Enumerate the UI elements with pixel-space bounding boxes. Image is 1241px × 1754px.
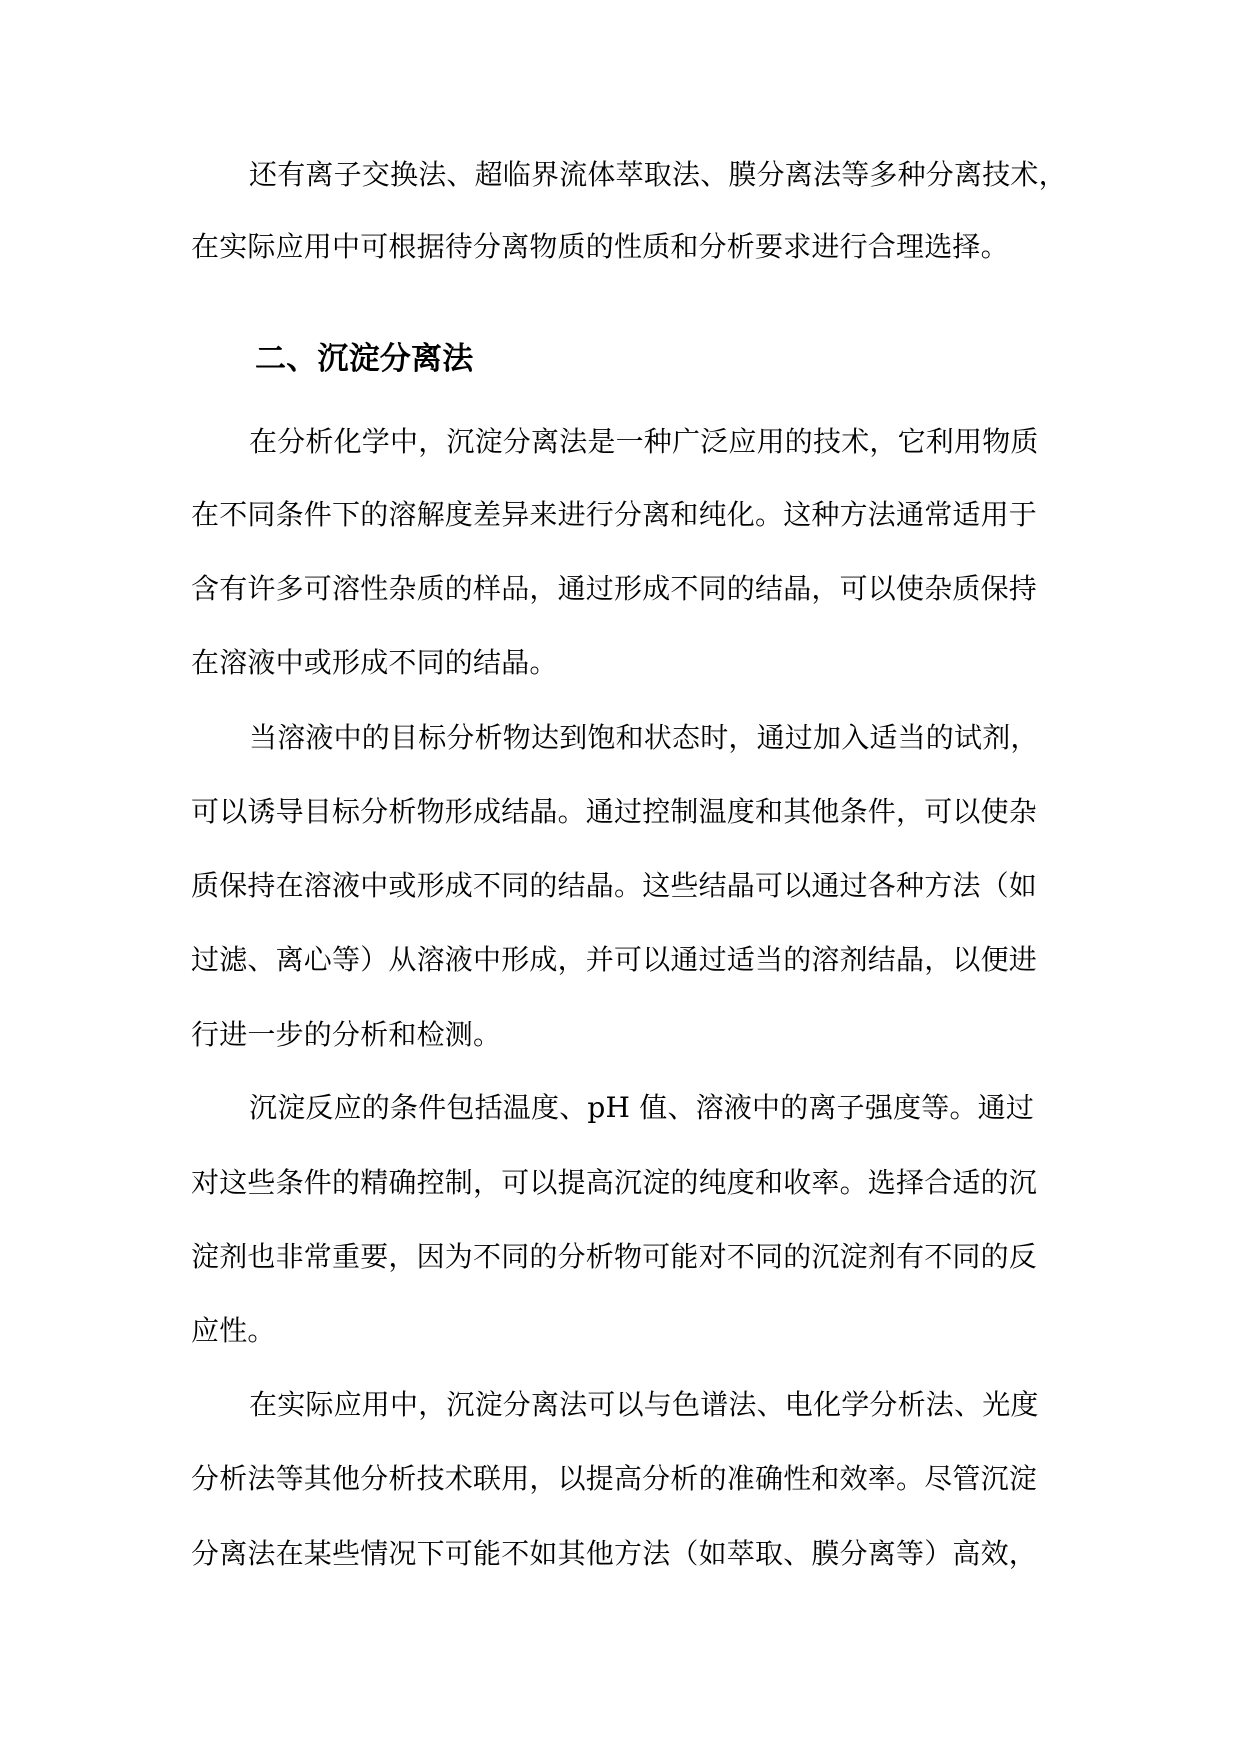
intro-paragraph-line: 在实际应用中可根据待分离物质的性质和分析要求进行合理选择。 — [191, 230, 1009, 263]
paragraph-line: 分离法在某些情况下可能不如其他方法（如萃取、膜分离等）高效， — [191, 1537, 1038, 1570]
paragraph-line: 含有许多可溶性杂质的样品，通过形成不同的结晶，可以使杂质保持 — [191, 572, 1038, 605]
paragraph-line: 当溶液中的目标分析物达到饱和状态时，通过加入适当的试剂， — [249, 721, 1039, 754]
paragraph-line: 质保持在溶液中或形成不同的结晶。这些结晶可以通过各种方法（如 — [191, 869, 1038, 902]
intro-paragraph-line: 还有离子交换法、超临界流体萃取法、膜分离法等多种分离技术， — [249, 158, 1067, 191]
paragraph-line: 沉淀反应的条件包括温度、pH 值、溶液中的离子强度等。通过 — [249, 1091, 1035, 1124]
paragraph-line: 在不同条件下的溶解度差异来进行分离和纯化。这种方法通常适用于 — [191, 498, 1038, 531]
paragraph-line: 在实际应用中，沉淀分离法可以与色谱法、电化学分析法、光度 — [249, 1388, 1039, 1421]
section-heading: 二、沉淀分离法 — [255, 341, 474, 377]
paragraph-line: 行进一步的分析和检测。 — [191, 1018, 502, 1051]
paragraph-line: 在溶液中或形成不同的结晶。 — [191, 646, 558, 679]
paragraph-line: 分析法等其他分析技术联用，以提高分析的准确性和效率。尽管沉淀 — [191, 1462, 1038, 1495]
paragraph-line: 淀剂也非常重要，因为不同的分析物可能对不同的沉淀剂有不同的反 — [191, 1240, 1038, 1273]
paragraph-line: 过滤、离心等）从溶液中形成，并可以通过适当的溶剂结晶，以便进 — [191, 943, 1038, 976]
paragraph-line: 在分析化学中，沉淀分离法是一种广泛应用的技术，它利用物质 — [249, 425, 1039, 458]
paragraph-line: 可以诱导目标分析物形成结晶。通过控制温度和其他条件，可以使杂 — [191, 795, 1038, 828]
paragraph-line: 应性。 — [191, 1314, 276, 1347]
paragraph-line: 对这些条件的精确控制，可以提高沉淀的纯度和收率。选择合适的沉 — [191, 1166, 1038, 1199]
